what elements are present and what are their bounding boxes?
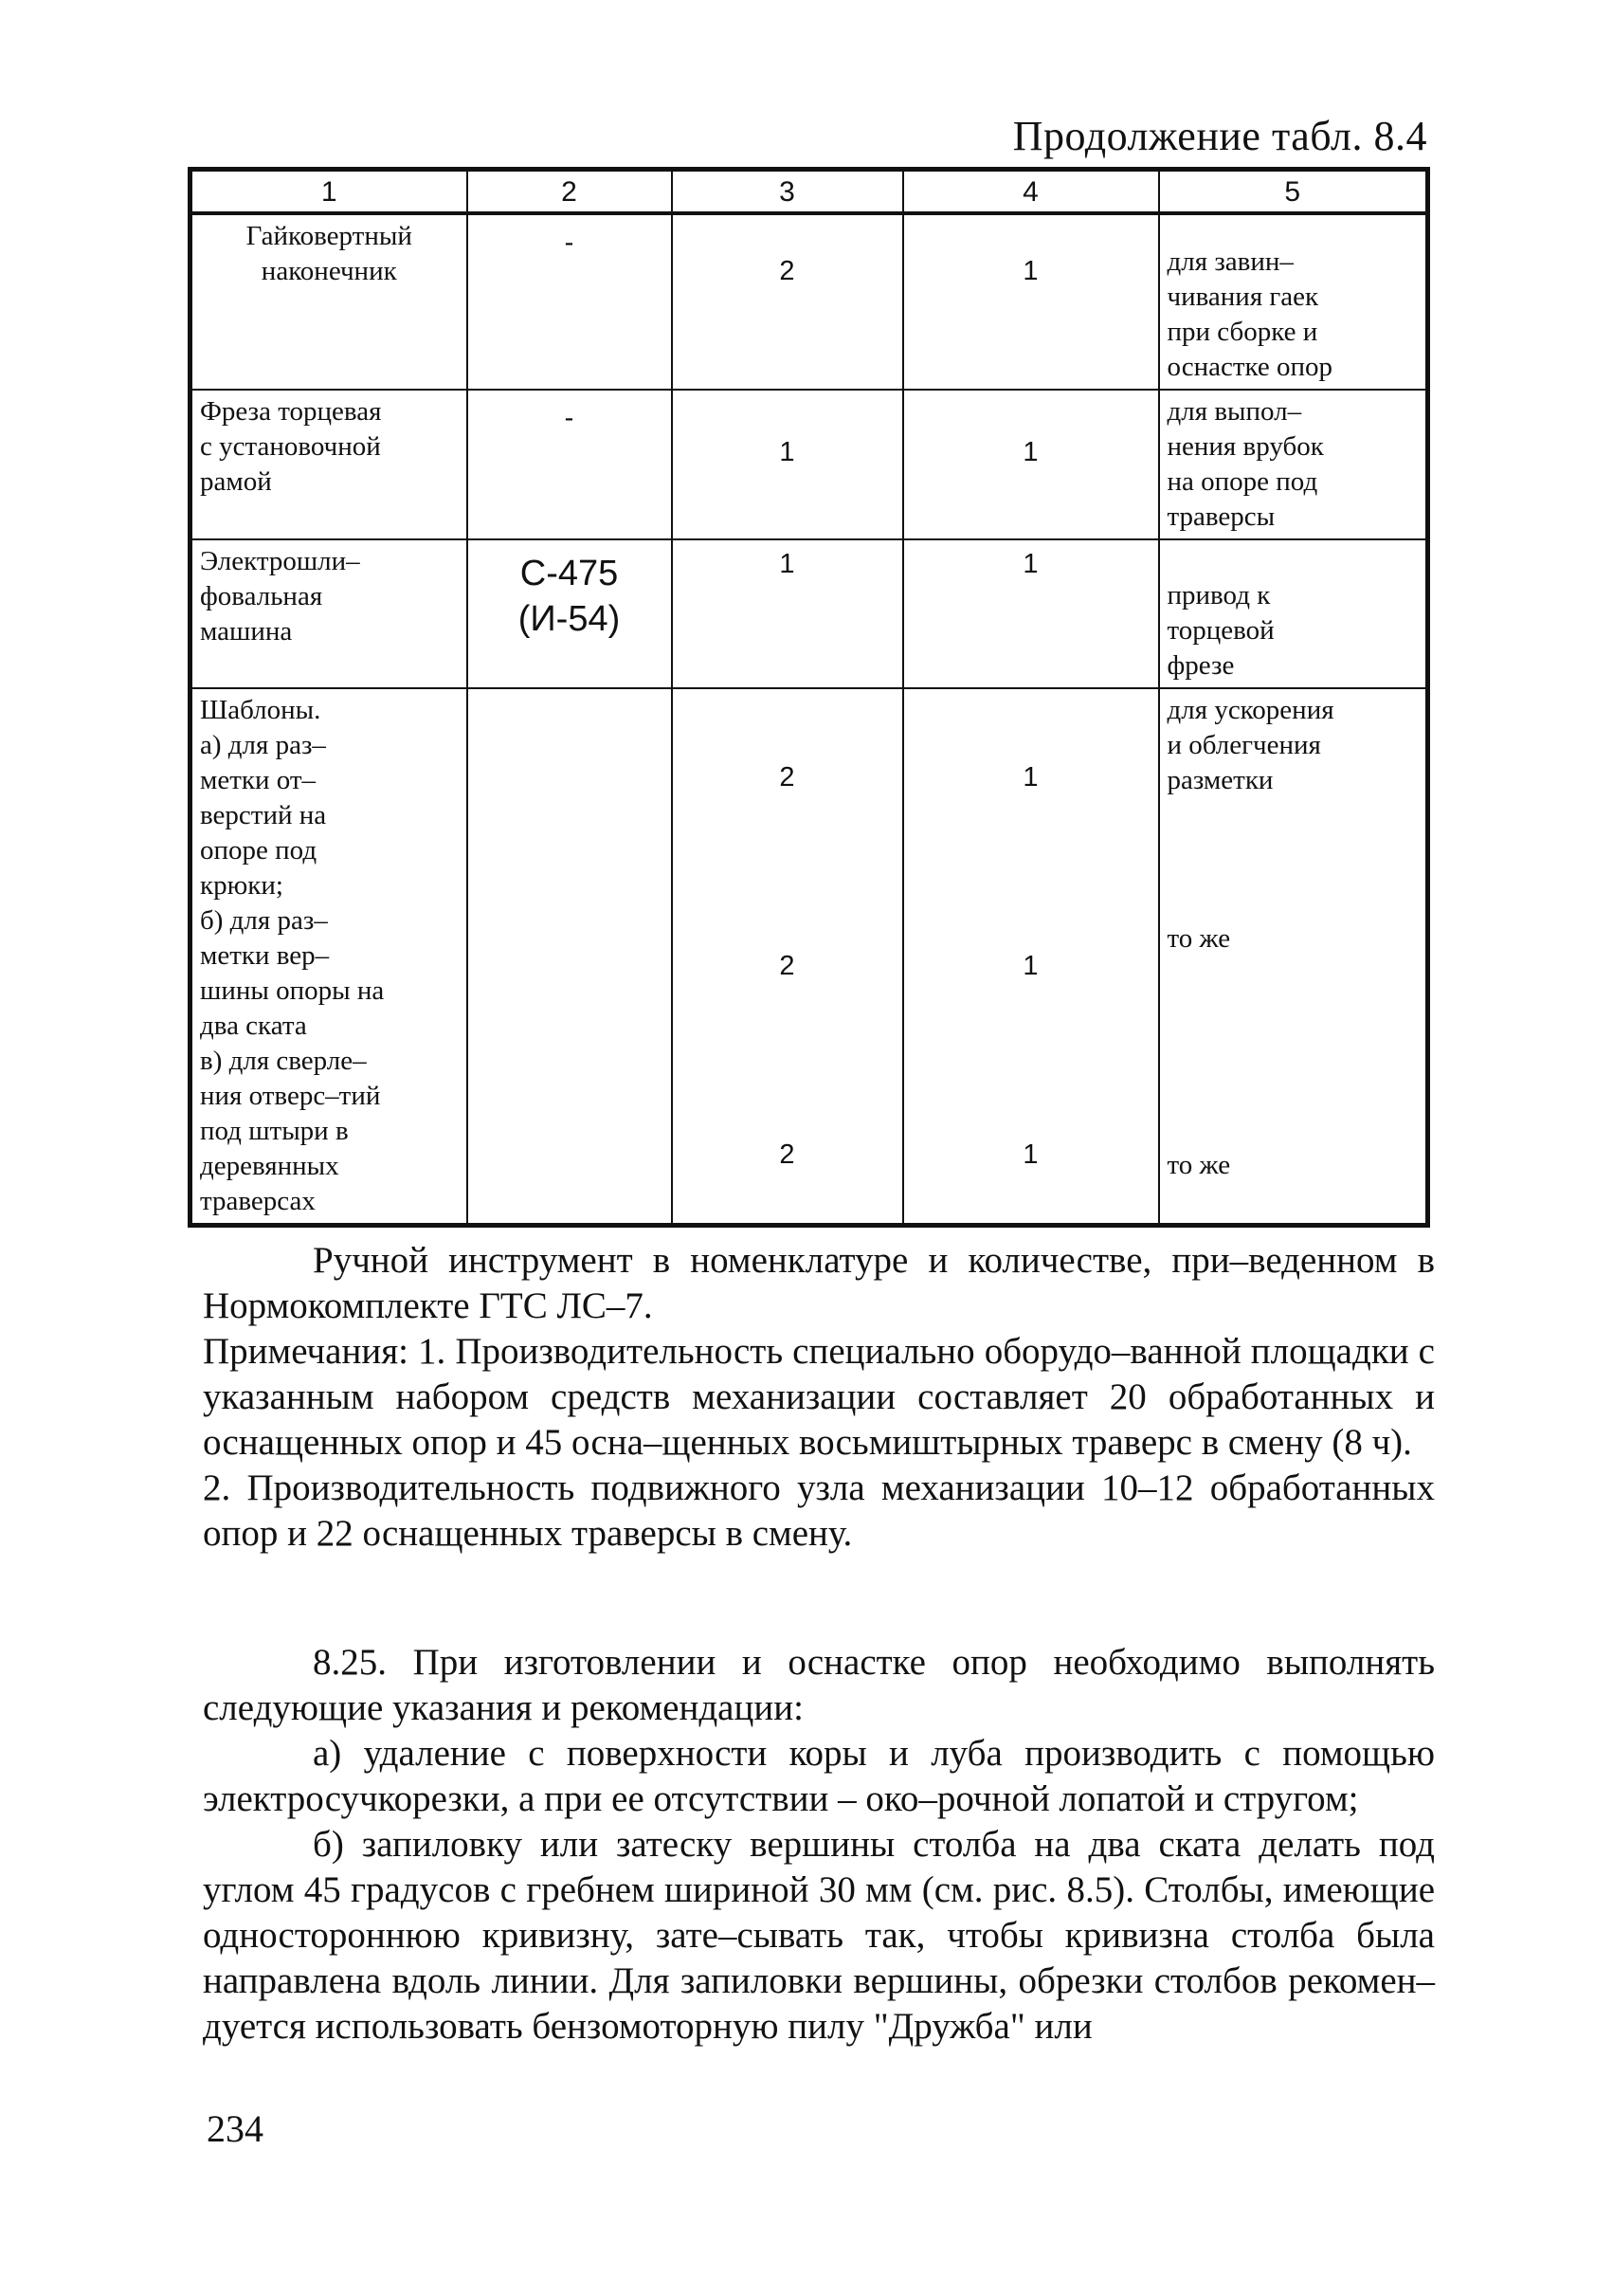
- cell-col3: [672, 688, 903, 1226]
- cell-type: [467, 390, 672, 539]
- cell-col4-value: 1: [1023, 256, 1039, 286]
- cell-name: [190, 688, 467, 1226]
- paragraph-8-25: 8.25. При изготовлении и оснастке опор необходимо выполнять следующие указания и рекомендации:: [203, 1642, 1435, 1728]
- header-col-4: 4: [903, 170, 1159, 214]
- table-row-templates: [190, 688, 1428, 1226]
- template-b-col3: 2: [779, 951, 795, 981]
- cell-purpose: [1159, 688, 1428, 1226]
- section-8-25: [203, 1640, 1435, 2050]
- cell-col4: [903, 390, 1159, 539]
- note-tools: Ручной инструмент в номенклатуре и количестве, при–веденном в Нормокомплекте ГТС ЛС–7.: [203, 1240, 1435, 1326]
- table-continuation-title: Продолжение табл. 8.4: [1012, 113, 1427, 159]
- cell-col4: [903, 539, 1159, 688]
- template-c-col4: 1: [1023, 1139, 1039, 1170]
- table-header-row: [190, 170, 1428, 214]
- template-a-col3: 2: [779, 762, 795, 793]
- header-col-5: 5: [1159, 170, 1428, 214]
- table-row: [190, 213, 1428, 390]
- cell-name: Фреза торцевая с установочной рамой: [190, 390, 467, 539]
- templates-title: Шаблоны.: [200, 695, 321, 725]
- template-item-b: б) для раз– метки вер– шины опоры на два ската: [200, 905, 385, 1041]
- cell-type-value: С-475 (И-54): [517, 554, 621, 639]
- note-2: 2. Производительность подвижного узла механизации 10–12 обработанных опор и 22 оснащенных траверсы в смену.: [203, 1467, 1435, 1554]
- cell-col4-value: 1: [1023, 437, 1039, 467]
- table-row: [190, 390, 1428, 539]
- cell-col3: [672, 539, 903, 688]
- cell-col3-value: 1: [779, 549, 795, 579]
- cell-type: [467, 539, 672, 688]
- template-a-col4: 1: [1023, 762, 1039, 793]
- cell-type: [467, 688, 672, 1226]
- cell-col4: [903, 688, 1159, 1226]
- template-item-c: в) для сверле– ния отверс–тий под штыри в деревянных траверсах: [200, 1046, 381, 1216]
- cell-col3-value: 1: [779, 437, 795, 467]
- page-number: 234: [207, 2107, 263, 2150]
- header-col-2: 2: [467, 170, 672, 214]
- cell-type-value: -: [564, 228, 574, 258]
- cell-type: [467, 213, 672, 390]
- template-b-purpose: то же: [1167, 923, 1231, 954]
- template-item-a: а) для раз– метки от– верстий на опоре под крюки;: [200, 730, 327, 901]
- note-1: Примечания: 1. Производительность специально оборудо–ванной площадки с указанным набором средств механизации составляет 20 обработанных и оснащенных опор и 45 осна–щенных восьмиштырных траверс в смену (8 ч).: [203, 1331, 1435, 1463]
- cell-col4: [903, 213, 1159, 390]
- template-c-purpose: то же: [1167, 1150, 1231, 1180]
- cell-col3: [672, 390, 903, 539]
- equipment-table: [188, 167, 1430, 1228]
- cell-purpose: привод к торцевой фрезе: [1159, 539, 1428, 688]
- cell-col3: [672, 213, 903, 390]
- cell-col3-value: 2: [779, 256, 795, 286]
- template-c-col3: 2: [779, 1139, 795, 1170]
- cell-type-value: -: [564, 403, 574, 433]
- header-col-3: 3: [672, 170, 903, 214]
- header-col-1: 1: [190, 170, 467, 214]
- notes-block: [203, 1238, 1435, 1557]
- cell-purpose: для выпол– нения врубок на опоре под траверсы: [1159, 390, 1428, 539]
- table-row: [190, 539, 1428, 688]
- template-b-col4: 1: [1023, 951, 1039, 981]
- paragraph-item-a: а) удаление с поверхности коры и луба производить с помощью электросучкорезки, а при ее отсутствии – око–рочной лопатой и стругом;: [203, 1733, 1435, 1819]
- cell-col4-value: 1: [1023, 549, 1039, 579]
- cell-name: Электрошли– фовальная машина: [190, 539, 467, 688]
- cell-name: Гайковертный наконечник: [190, 213, 467, 390]
- template-a-purpose: для ускорения и облегчения разметки: [1167, 695, 1334, 795]
- cell-purpose: для завин– чивания гаек при сборке и оснастке опор: [1159, 213, 1428, 390]
- paragraph-item-b: б) запиловку или затеску вершины столба на два ската делать под углом 45 градусов с гребнем шириной 30 мм (см. рис. 8.5). Столбы, имеющие одностороннюю кривизну, зате–сывать так, чтобы кривизна столба была направлена вдоль линии. Для запиловки вершины, обрезки столбов рекомен–дуется использовать бензомоторную пилу "Дружба" или: [203, 1824, 1435, 2047]
